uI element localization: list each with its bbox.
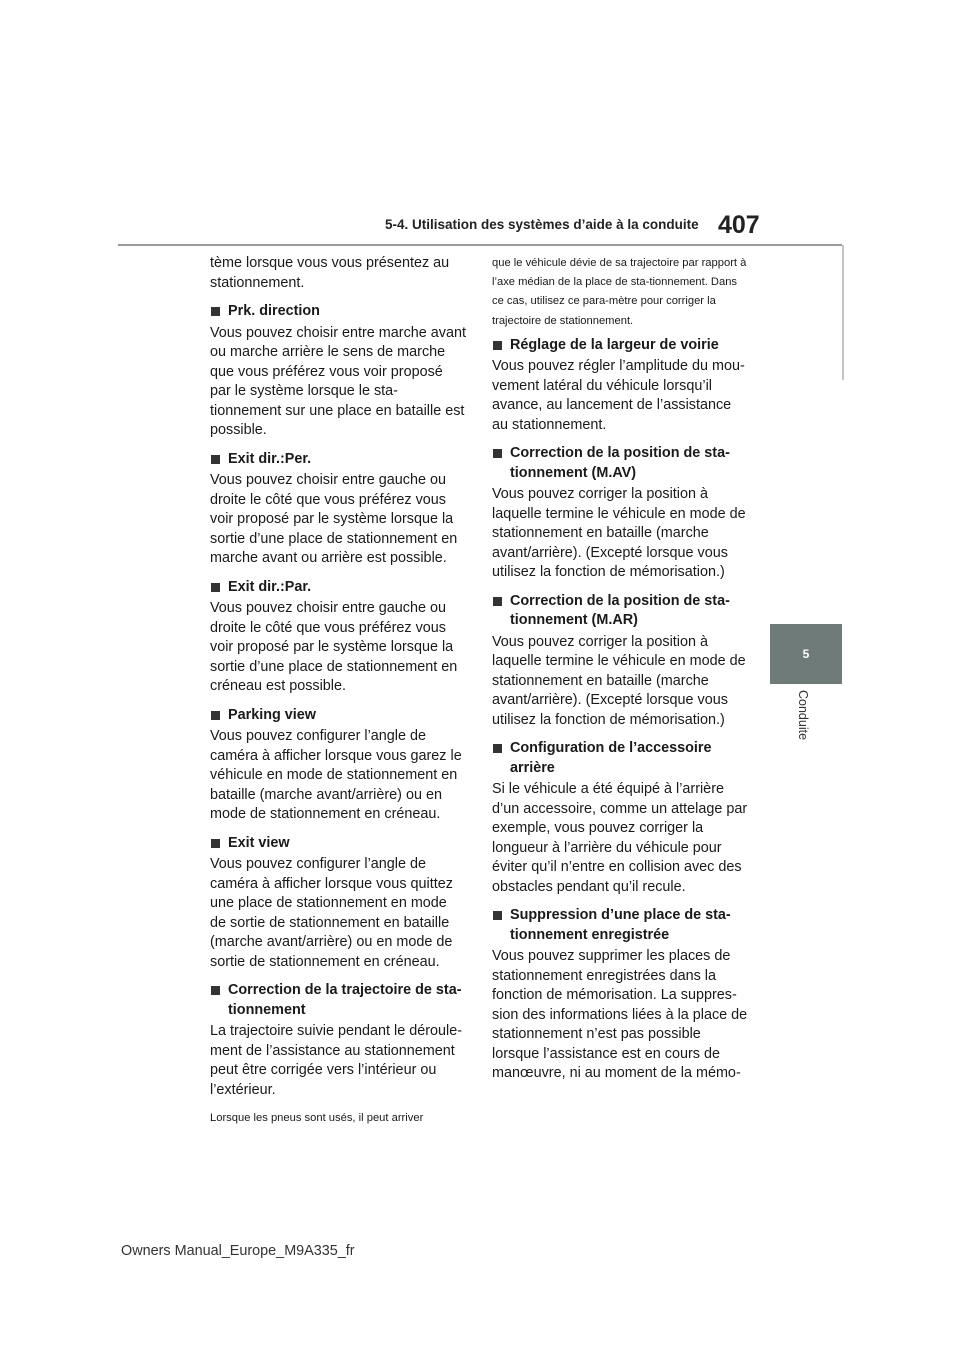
item-body: Vous pouvez corriger la position à laquelle termine le véhicule en mode de stationnement en bataille (marche avant/arrière). (Excepté lorsque vous utilisez la fonction de mémorisation.) (492, 486, 746, 581)
item-heading: Parking view (210, 706, 466, 726)
item-heading: Correction de la trajectoire de sta-tionnement (210, 981, 466, 1020)
item-heading: Configuration de l’accessoire arrière (492, 739, 748, 778)
item-body: Vous pouvez configurer l’angle de caméra à afficher lorsque vous quittez une place de stationnement en mode de sortie de stationnement en bataille (marche avant/arrière) ou en mode de sortie de stationnement en créneau. (210, 856, 453, 970)
square-bullet-icon (493, 341, 502, 350)
right-column (492, 254, 748, 1093)
side-divider (842, 245, 844, 380)
note-text: que le véhicule dévie de sa trajectoire par rapport à l’axe médian de la place de sta-tionnement. Dans ce cas, utilisez ce para-mètre pour corriger la trajectoire de stationnement. (492, 257, 747, 327)
square-bullet-icon (211, 986, 220, 995)
item-heading: Réglage de la largeur de voirie (492, 336, 748, 356)
chapter-tab[interactable] (770, 624, 842, 684)
section-title: 5-4. Utilisation des systèmes d’aide à la conduite (385, 217, 699, 232)
item-body: Vous pouvez choisir entre marche avant ou marche arrière le sens de marche que vous préférez vous voir proposé par le système lorsque le sta-tionnement sur une place en bataille est possible. (210, 324, 466, 438)
footer-text: Owners Manual_Europe_M9A335_fr (121, 1243, 355, 1259)
note-text: Lorsque les pneus sont usés, il peut arriver (210, 1112, 424, 1124)
chapter-number: 5 (802, 647, 810, 661)
item-body: Vous pouvez régler l’amplitude du mou-vement latéral du véhicule lorsqu’il avance, au lancement de l’assistance au stationnement. (492, 358, 745, 433)
page-number: 407 (718, 211, 760, 239)
item-heading: Correction de la position de sta-tionnement (M.AV) (492, 444, 748, 483)
square-bullet-icon (493, 597, 502, 606)
left-column (210, 254, 466, 1133)
intro-text: tème lorsque vous vous présentez au stationnement. (210, 255, 450, 291)
square-bullet-icon (493, 911, 502, 920)
chapter-label: Conduite (796, 690, 810, 741)
square-bullet-icon (493, 449, 502, 458)
item-body: Si le véhicule a été équipé à l’arrière d’un accessoire, comme un attelage par exemple, vous pouvez corriger la longueur à l’arrière du véhicule pour éviter qu’il n’entre en collision avec des obstacles pendant qu’il recule. (492, 781, 748, 895)
item-heading: Suppression d’une place de sta-tionnement enregistrée (492, 906, 748, 945)
square-bullet-icon (493, 744, 502, 753)
item-body: Vous pouvez choisir entre gauche ou droite le côté que vous préférez vous voir proposé par le système lorsque la sortie d’une place de stationnement en créneau est possible. (210, 600, 458, 694)
item-body: Vous pouvez choisir entre gauche ou droite le côté que vous préférez vous voir proposé par le système lorsque la sortie d’une place de stationnement en marche avant ou arrière est possible. (210, 472, 458, 566)
item-body: La trajectoire suivie pendant le déroule-ment de l’assistance au stationnement peut être corrigée vers l’intérieur ou l’extérieur. (210, 1023, 462, 1098)
item-heading: Exit dir.:Par. (210, 578, 466, 598)
square-bullet-icon (211, 307, 220, 316)
header-divider (118, 244, 842, 246)
item-heading: Correction de la position de sta-tionnement (M.AR) (492, 592, 748, 631)
item-heading: Prk. direction (210, 302, 466, 322)
square-bullet-icon (211, 839, 220, 848)
square-bullet-icon (211, 583, 220, 592)
item-body: Vous pouvez configurer l’angle de caméra à afficher lorsque vous garez le véhicule en mode de stationnement en bataille (marche avant/arrière) ou en mode de stationnement en créneau. (210, 728, 462, 822)
square-bullet-icon (211, 711, 220, 720)
item-heading: Exit view (210, 834, 466, 854)
item-heading: Exit dir.:Per. (210, 450, 466, 470)
item-body: Vous pouvez supprimer les places de stationnement enregistrées dans la fonction de mémorisation. La suppres-sion des informations liées à la place de stationnement n’est pas possible lorsque l’assistance est en cours de manœuvre, ni au moment de la mémo- (492, 948, 748, 1082)
square-bullet-icon (211, 455, 220, 464)
item-body: Vous pouvez corriger la position à laquelle termine le véhicule en mode de stationnement en bataille (marche avant/arrière). (Excepté lorsque vous utilisez la fonction de mémorisation.) (492, 633, 746, 728)
